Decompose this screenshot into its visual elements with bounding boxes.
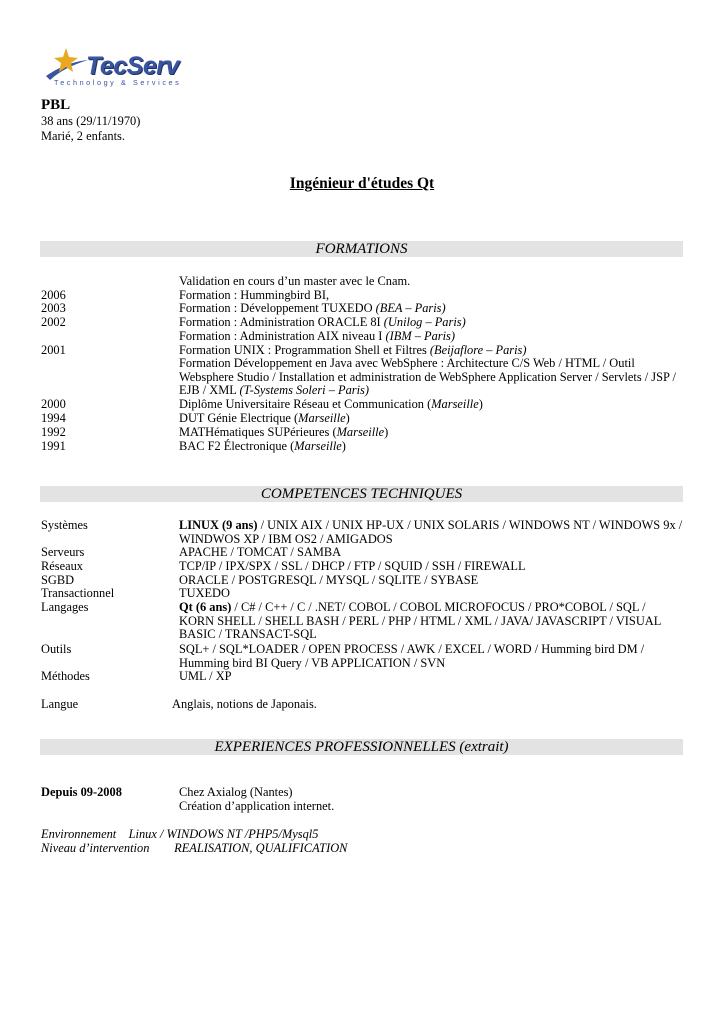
company-logo [44, 46, 194, 90]
experience-period: Depuis 09-2008 [41, 785, 122, 799]
formation-text: Validation en cours d’un master avec le Cnam. [179, 274, 411, 288]
experience-company: Chez Axialog (Nantes) [179, 785, 293, 799]
level-line [41, 841, 347, 855]
competence-label: Méthodes [41, 669, 90, 683]
experiences-heading: EXPERIENCES PROFESSIONNELLES (extrait) [40, 739, 683, 755]
level-value: REALISATION, QUALIFICATION [174, 841, 348, 855]
logo-wordmark: TecServ [86, 52, 179, 80]
competence-value: Qt (6 ans) / C# / C++ / C / .NET/ COBOL / COBOL MICROFOCUS / PRO*COBOL / SQL / KORN SHELL / SHELL BASH / PERL / PHP / HTML / XML / JAVA/ JAVASCRIPT / VISUAL BASIC / TRANSACT-SQL [179, 600, 661, 642]
competence-value: UML / XP [179, 669, 232, 683]
logo-tagline: Technology & Services [54, 78, 182, 87]
level-label: Niveau d’intervention [41, 841, 150, 855]
formation-text: Formation : Hummingbird BI, [179, 288, 330, 302]
environment-value: Linux / WINDOWS NT /PHP5/Mysql5 [128, 827, 319, 841]
competence-value: ORACLE / POSTGRESQL / MYSQL / SQLITE / SYBASE [179, 573, 479, 587]
candidate-age: 38 ans (29/11/1970) [41, 114, 141, 128]
formation-year: 2003 [41, 301, 66, 315]
identity-block [41, 97, 140, 143]
formation-text: Formation : Administration AIX niveau I (IBM – Paris) [179, 329, 456, 343]
competences-heading: COMPETENCES TECHNIQUES [40, 486, 683, 502]
candidate-name: PBL [41, 97, 71, 113]
competence-value: APACHE / TOMCAT / SAMBA [179, 545, 342, 559]
formation-text: BAC F2 Électronique (Marseille) [179, 439, 346, 453]
formation-year: 2000 [41, 397, 66, 411]
experience-description: Création d’application internet. [179, 799, 335, 813]
formation-year: 1994 [41, 411, 66, 425]
competence-value: TUXEDO [179, 586, 230, 600]
formation-text: Formation : Administration ORACLE 8I (Unilog – Paris) [179, 315, 466, 329]
formations-heading: FORMATIONS [40, 241, 683, 257]
formation-year: 2002 [41, 315, 66, 329]
formation-year: 2006 [41, 288, 66, 302]
formation-text: Formation : Développement TUXEDO (BEA – Paris) [179, 301, 446, 315]
competence-value: TCP/IP / IPX/SPX / SSL / DHCP / FTP / SQUID / SSH / FIREWALL [179, 559, 526, 573]
candidate-family: Marié, 2 enfants. [41, 128, 125, 143]
competence-label: Serveurs [41, 545, 85, 559]
formation-text: DUT Génie Electrique (Marseille) [179, 411, 350, 425]
competence-value: LINUX (9 ans) / UNIX AIX / UNIX HP-UX / UNIX SOLARIS / WINDOWS NT / WINDOWS 9x / WINDWOS XP / IBM OS2 / AMIGADOS [179, 518, 683, 546]
competence-label: Transactionnel [41, 586, 115, 600]
formation-text: Formation UNIX : Programmation Shell et Filtres (Beijaflore – Paris) [179, 343, 527, 357]
formation-text: MATHématiques SUPérieures (Marseille) [179, 425, 389, 439]
competence-label: SGBD [41, 573, 75, 587]
logo-star-icon [44, 46, 90, 82]
environment-line [41, 827, 318, 841]
formation-year: 1991 [41, 439, 66, 453]
langue-value: Anglais, notions de Japonais. [172, 697, 317, 711]
job-title: Ingénieur d'études Qt [289, 175, 435, 192]
environment-label: Environnement [41, 827, 117, 841]
competence-label: Systèmes [41, 518, 88, 532]
formation-year: 2001 [41, 343, 66, 357]
formation-text: Formation Développement en Java avec WebSphere : Architecture C/S Web / HTML / Outil Websphere Studio / Installation et administration de WebSphere Application Server / Servlets / JSP / EJB / XML (T-Systems Soleri – Paris) [179, 356, 676, 398]
competence-value: SQL+ / SQL*LOADER / OPEN PROCESS / AWK / EXCEL / WORD / Humming bird DM / Humming bird BI Query / VB APPLICATION / SVN [179, 642, 645, 670]
formation-text: Diplôme Universitaire Réseau et Communication (Marseille) [179, 397, 483, 411]
competence-label: Réseaux [41, 559, 83, 573]
competence-label: Outils [41, 642, 72, 656]
formation-year: 1992 [41, 425, 66, 439]
langue-label: Langue [41, 697, 79, 711]
competence-label: Langages [41, 600, 89, 614]
